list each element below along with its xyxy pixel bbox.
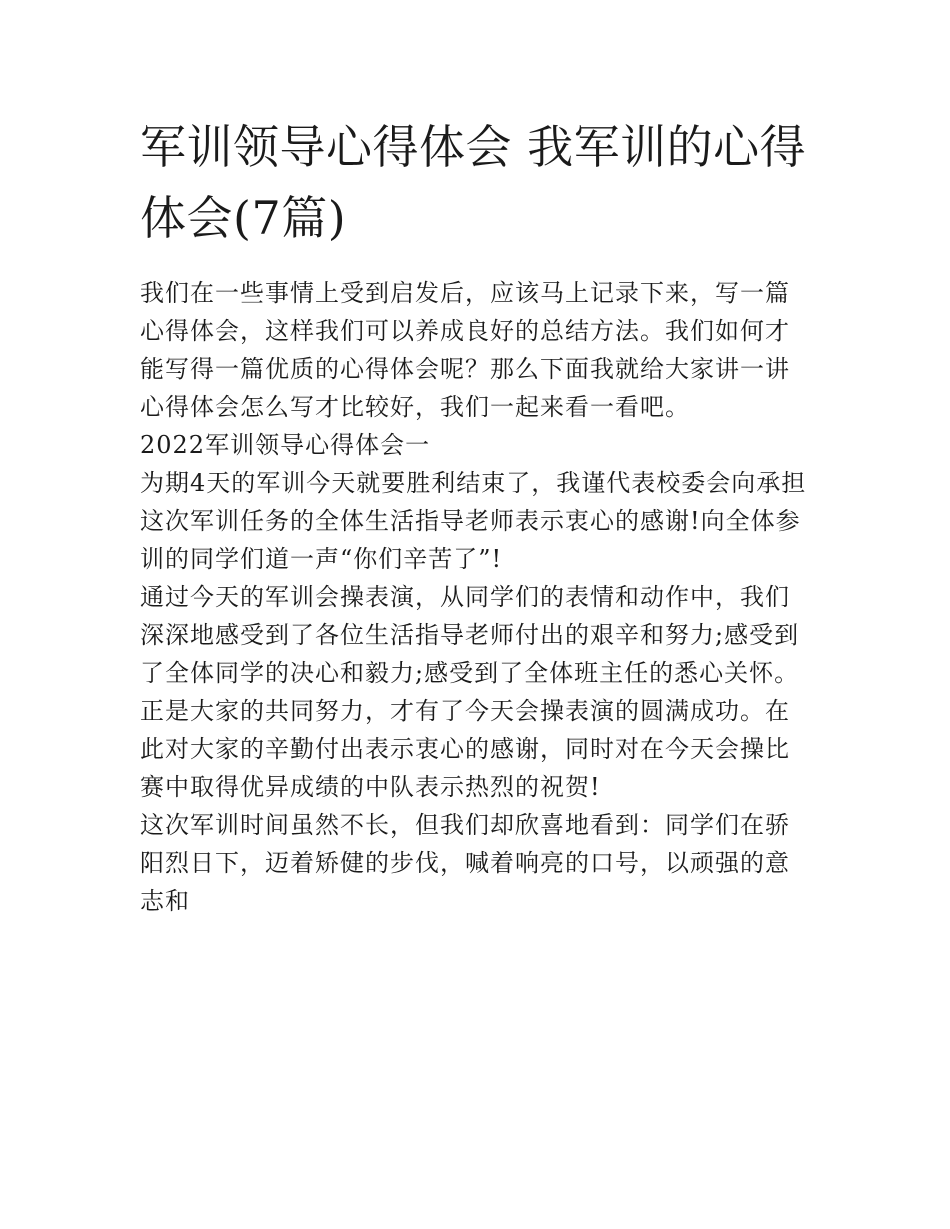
section-heading: 2022军训领导心得体会一 xyxy=(140,431,431,459)
body-paragraph: 通过今天的军训会操表演，从同学们的表情和动作中，我们深深地感受到了各位生活指导老师付出的艰辛和努力;感受到了全体同学的决心和毅力;感受到了全体班主任的悉心关怀。正是大家的共同努力，才有了今天会操表演的圆满成功。在此对大家的辛勤付出表示衷心的感谢，同时对在今天会操比赛中取得优异成绩的中队表示热烈的祝贺! xyxy=(140,583,800,801)
body-paragraph: 为期4天的军训今天就要胜利结束了，我谨代表校委会向承担这次军训任务的全体生活指导老师表示衷心的感谢!向全体参训的同学们道一声“你们辛苦了”! xyxy=(140,469,807,573)
document-body xyxy=(140,112,812,920)
document-title: 军训领导心得体会 我军训的心得体会(7篇) xyxy=(140,120,807,245)
intro-paragraph: 我们在一些事情上受到启发后，应该马上记录下来，写一篇心得体会，这样我们可以养成良好的总结方法。我们如何才能写得一篇优质的心得体会呢？那么下面我就给大家讲一讲心得体会怎么写才比较好，我们一起来看一看吧。 xyxy=(140,279,790,421)
body-paragraph: 这次军训时间虽然不长，但我们却欣喜地看到：同学们在骄阳烈日下，迈着矫健的步伐，喊着响亮的口号，以顽强的意志和 xyxy=(140,811,790,915)
